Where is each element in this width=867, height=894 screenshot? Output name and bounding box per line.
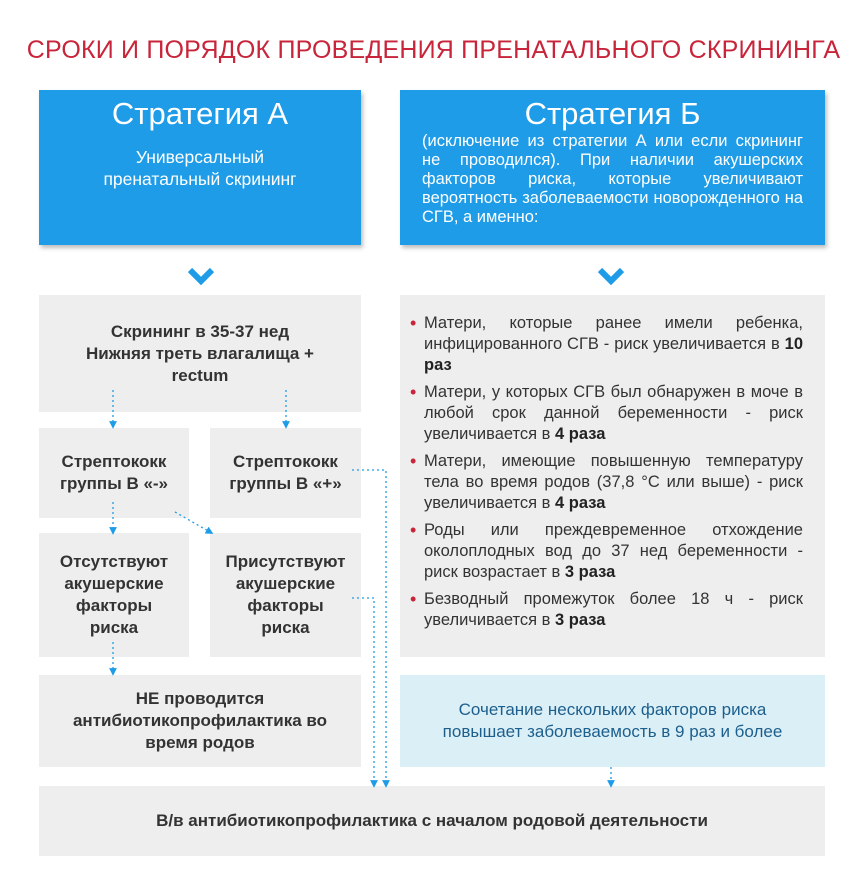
- factors-present-line4: риска: [261, 618, 310, 637]
- combination-line2: повышает заболеваемость в 9 раз и более: [442, 722, 783, 741]
- factors-present-line3: факторы: [247, 596, 324, 615]
- strategy-b-heading: Стратегия Б: [524, 96, 701, 131]
- strep-positive-line2: группы В «+»: [229, 474, 342, 493]
- final-prophylaxis-text: В/в антибиотикопрофилактика с началом родовой деятельности: [156, 811, 708, 830]
- risk-factor-text: Матери, которые ранее имели ребенка, инфицированного СГВ - риск увеличивается в: [424, 314, 803, 353]
- no-factors-line3: факторы: [75, 596, 153, 615]
- risk-factor-multiplier: 10 раз: [424, 335, 803, 374]
- strep-negative-line1: Стрептококк: [61, 452, 167, 471]
- risk-factor-text: Роды или преждевременное отхождение околоплодных вод до 37 нед беременности - риск возрастает в: [424, 521, 803, 581]
- factors-present-line2: акушерские: [235, 574, 336, 593]
- strep-negative-line2: группы В «-»: [59, 474, 169, 493]
- no-factors-line4: риска: [89, 618, 139, 637]
- chevron-down-icon: [596, 262, 626, 292]
- risk-factors-list: [410, 313, 803, 631]
- risk-factors-present-box: [210, 533, 361, 657]
- risk-factor-multiplier: 3 раза: [564, 563, 616, 581]
- risk-factors-box: [400, 295, 825, 657]
- risk-factor-item: [410, 313, 803, 376]
- screening-line3: rectum: [171, 365, 229, 385]
- no-prophylaxis-line3: время родов: [145, 733, 255, 752]
- strep-negative-box: [39, 428, 189, 518]
- combination-line1: Сочетание нескольких факторов риска: [458, 700, 767, 719]
- no-prophylaxis-box: [39, 675, 361, 767]
- strategy-a-box: [39, 90, 361, 245]
- factors-present-line1: Присутствуют: [225, 552, 346, 571]
- strategy-a-heading: Стратегия А: [111, 96, 289, 131]
- risk-factor-multiplier: 4 раза: [555, 425, 606, 443]
- strategy-a-line2: пренатальный скрининг: [103, 169, 297, 189]
- strategy-a-description: [39, 146, 361, 190]
- final-prophylaxis-box: [39, 786, 825, 856]
- risk-factor-item: [410, 589, 803, 631]
- strategy-b-box: [400, 90, 825, 245]
- risk-factor-item: [410, 382, 803, 445]
- chevron-down-icon: [186, 262, 216, 292]
- screening-line2: Нижняя треть влагалища +: [86, 343, 314, 363]
- risk-factor-text: Матери, имеющие повышенную температуру тела во время родов (37,8 °C или выше) - риск увеличивается в: [424, 452, 803, 512]
- no-factors-line2: акушерские: [64, 574, 164, 593]
- strep-positive-box: [210, 428, 361, 518]
- combination-box: [400, 675, 825, 767]
- strategy-b-description: (исключение из стратегии А или если скрининг не проводился). При наличии акушерских факторов риска, которые увеличивают вероятность заболеваемости новорожденного на СГВ, а именно:: [422, 132, 803, 226]
- strategy-a-line1: Универсальный: [135, 147, 265, 167]
- screening-box: [39, 295, 361, 412]
- no-prophylaxis-line1: НЕ проводится: [135, 689, 265, 708]
- no-factors-line1: Отсутствуют: [59, 552, 169, 571]
- no-risk-factors-box: [39, 533, 189, 657]
- strep-positive-line1: Стрептококк: [233, 452, 338, 471]
- page-title: СРОКИ И ПОРЯДОК ПРОВЕДЕНИЯ ПРЕНАТАЛЬНОГО СКРИНИНГА: [26, 36, 841, 64]
- risk-factor-multiplier: 3 раза: [555, 611, 606, 629]
- risk-factor-item: [410, 451, 803, 514]
- risk-factor-multiplier: 4 раза: [555, 494, 606, 512]
- risk-factor-text: Безводный промежуток более 18 ч - риск увеличивается в: [424, 590, 803, 629]
- screening-line1: Скрининг в 35-37 нед: [110, 321, 290, 341]
- risk-factor-item: [410, 520, 803, 583]
- no-prophylaxis-line2: антибиотикопрофилактика во: [72, 711, 328, 730]
- risk-factor-text: Матери, у которых СГВ был обнаружен в моче в любой срок данной беременности - риск увеличивается в: [424, 383, 803, 443]
